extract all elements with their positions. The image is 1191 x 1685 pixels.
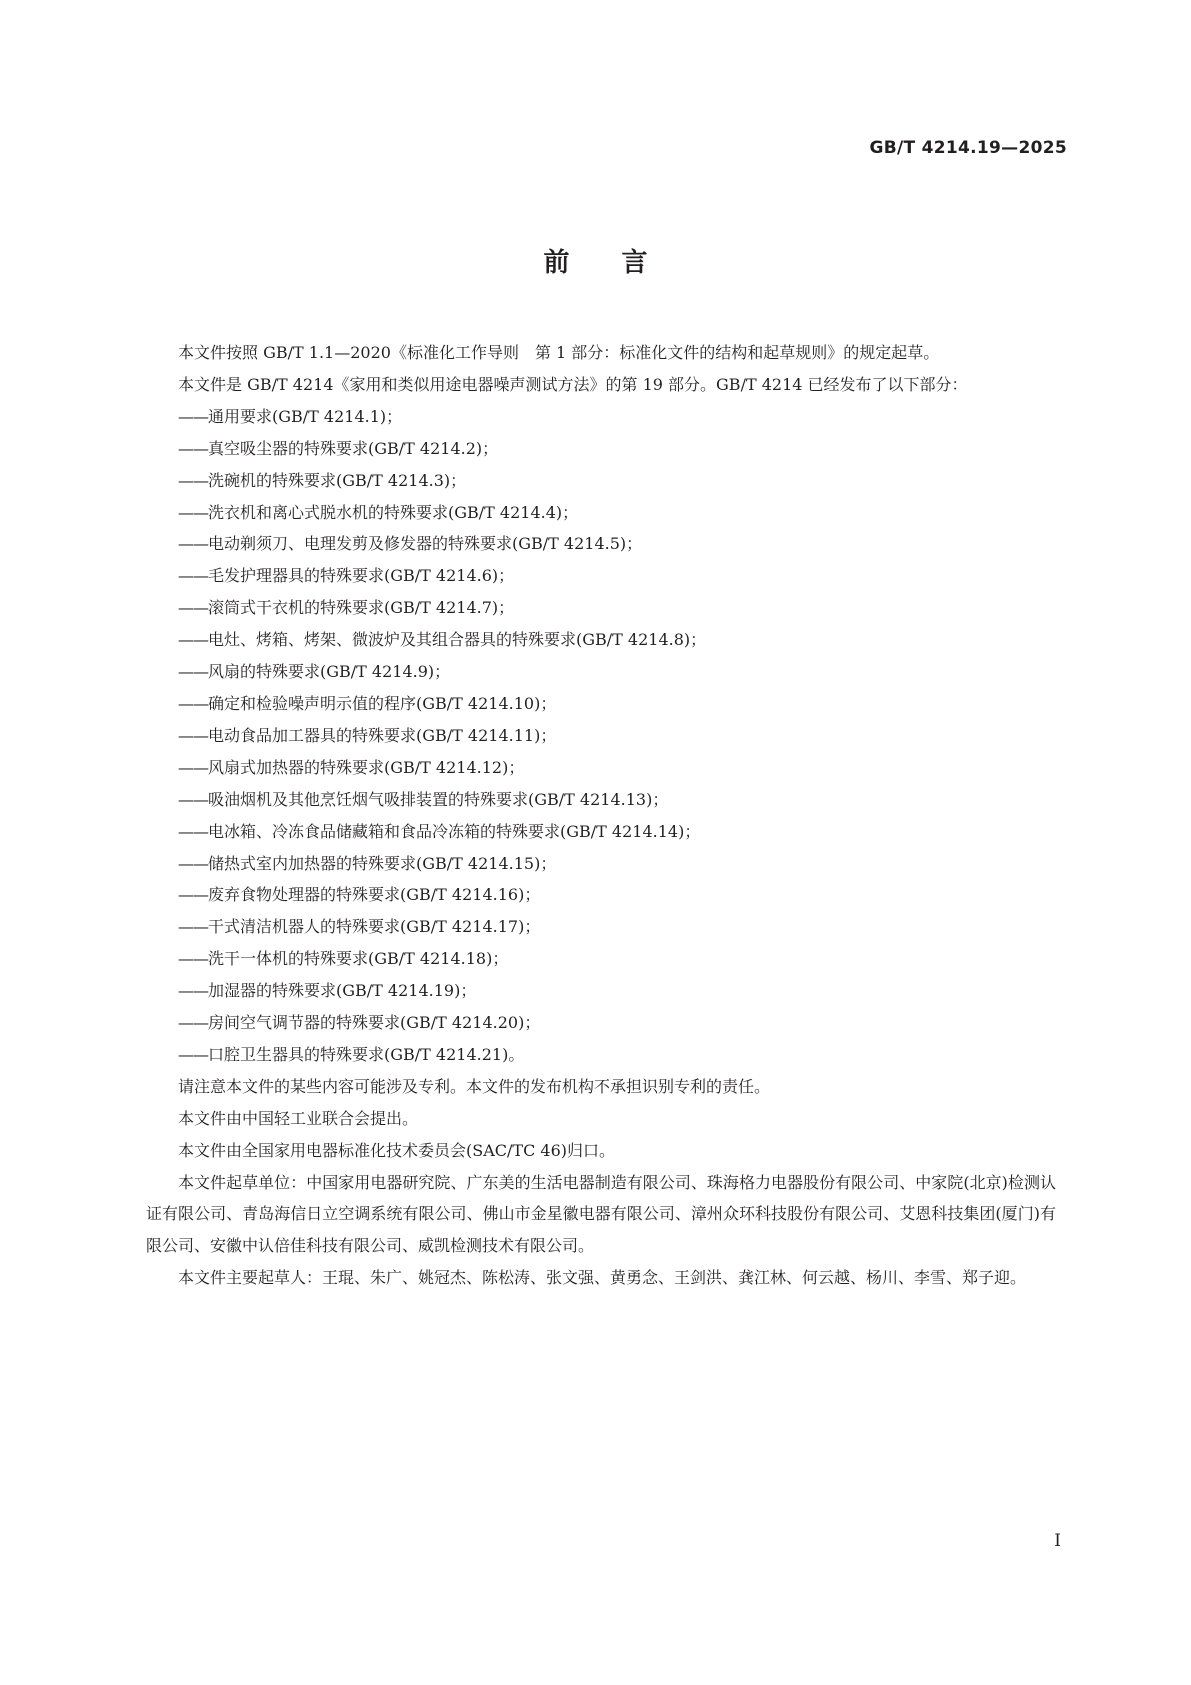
list-item: ——废弃食物处理器的特殊要求(GB/T 4214.16)； <box>178 885 541 905</box>
list-item: ——确定和检验噪声明示值的程序(GB/T 4214.10)； <box>178 693 557 713</box>
list-item: ——储热式室内加热器的特殊要求(GB/T 4214.15)； <box>178 853 557 873</box>
list-item: ——加湿器的特殊要求(GB/T 4214.19)； <box>178 981 477 1001</box>
drafting-units: 本文件起草单位：中国家用电器研究院、广东美的生活电器制造有限公司、珠海格力电器股份有限公司、中家院(北京)检测认证有限公司、青岛海信日立空调系统有限公司、佛山市金星徽电器有限公司、漳州众环科技股份有限公司、艾恩科技集团(厦门)有限公司、安徽中认倍佳科技有限公司、威凯检测技术有限公司。 <box>146 1172 1056 1256</box>
list-item: ——通用要求(GB/T 4214.1)； <box>178 406 403 426</box>
list-item: ——风扇的特殊要求(GB/T 4214.9)； <box>178 662 451 682</box>
list-item: ——毛发护理器具的特殊要求(GB/T 4214.6)； <box>178 566 515 586</box>
drafters: 本文件主要起草人：王琨、朱广、姚冠杰、陈松涛、张文强、黄勇念、王剑洪、龚江林、何云越、杨川、李雪、郑子迎。 <box>178 1268 1027 1288</box>
list-item: ——房间空气调节器的特殊要求(GB/T 4214.20)； <box>178 1013 541 1033</box>
parts-list <box>146 401 1056 1071</box>
list-item: ——电冰箱、冷冻食品储藏箱和食品冷冻箱的特殊要求(GB/T 4214.14)； <box>178 821 701 841</box>
list-item: ——干式清洁机器人的特殊要求(GB/T 4214.17)； <box>178 917 541 937</box>
list-item: ——洗碗机的特殊要求(GB/T 4214.3)； <box>178 470 467 490</box>
patent-notice: 请注意本文件的某些内容可能涉及专利。本文件的发布机构不承担识别专利的责任。 <box>178 1076 771 1096</box>
page-number: I <box>1054 1531 1061 1551</box>
list-item: ——吸油烟机及其他烹饪烟气吸排装置的特殊要求(GB/T 4214.13)； <box>178 789 669 809</box>
list-item: ——风扇式加热器的特殊要求(GB/T 4214.12)； <box>178 757 525 777</box>
list-item: ——电灶、烤箱、烤架、微波炉及其组合器具的特殊要求(GB/T 4214.8)； <box>178 630 707 650</box>
list-item: ——真空吸尘器的特殊要求(GB/T 4214.2)； <box>178 438 499 458</box>
intro-paragraph-series-parts: 本文件是 GB/T 4214《家用和类似用途电器噪声测试方法》的第 19 部分。GB/T 4214 已经发布了以下部分： <box>178 374 968 394</box>
document-body <box>146 337 1056 1294</box>
standard-number: GB/T 4214.19—2025 <box>869 138 1067 158</box>
list-item: ——洗干一体机的特殊要求(GB/T 4214.18)； <box>178 949 509 969</box>
list-item: ——电动剃须刀、电理发剪及修发器的特殊要求(GB/T 4214.5)； <box>178 534 643 554</box>
page-title: 前言 <box>543 248 700 278</box>
list-item: ——滚筒式干衣机的特殊要求(GB/T 4214.7)； <box>178 598 515 618</box>
list-item: ——口腔卫生器具的特殊要求(GB/T 4214.21)。 <box>178 1044 525 1064</box>
proposer-statement: 本文件由中国轻工业联合会提出。 <box>178 1108 419 1128</box>
list-item: ——电动食品加工器具的特殊要求(GB/T 4214.11)； <box>178 725 557 745</box>
committee-statement: 本文件由全国家用电器标准化技术委员会(SAC/TC 46)归口。 <box>178 1140 615 1160</box>
intro-paragraph-drafting-rules: 本文件按照 GB/T 1.1—2020《标准化工作导则 第 1 部分：标准化文件的结构和起草规则》的规定起草。 <box>178 343 940 362</box>
list-item: ——洗衣机和离心式脱水机的特殊要求(GB/T 4214.4)； <box>178 502 579 522</box>
